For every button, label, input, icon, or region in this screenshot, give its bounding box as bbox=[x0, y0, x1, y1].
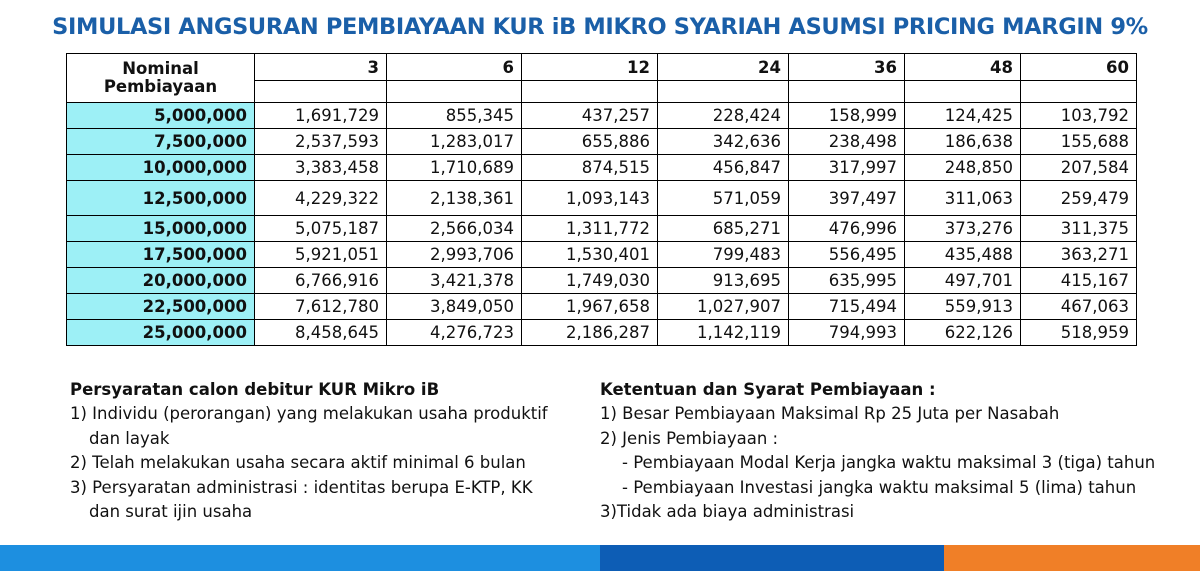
nominal-cell: 22,500,000 bbox=[67, 294, 255, 320]
installment-cell: 4,276,723 bbox=[387, 320, 522, 346]
installment-cell: 186,638 bbox=[905, 129, 1021, 155]
installment-cell: 715,494 bbox=[789, 294, 905, 320]
installment-cell: 2,186,287 bbox=[522, 320, 658, 346]
installment-cell: 518,959 bbox=[1021, 320, 1137, 346]
installment-cell: 342,636 bbox=[658, 129, 789, 155]
tenor-header: 60 bbox=[1021, 54, 1137, 81]
installment-cell: 259,479 bbox=[1021, 181, 1137, 216]
requirement-item: 3) Persyaratan administrasi : identitas berupa E-KTP, KK bbox=[70, 477, 533, 497]
terms-subitem: - Pembiayaan Investasi jangka waktu maksimal 5 (lima) tahun bbox=[622, 477, 1137, 497]
empty-header-cell bbox=[1021, 81, 1137, 103]
nominal-cell: 10,000,000 bbox=[67, 155, 255, 181]
installment-cell: 476,996 bbox=[789, 216, 905, 242]
footer-bar-dark-blue bbox=[600, 545, 944, 571]
installment-cell: 3,849,050 bbox=[387, 294, 522, 320]
tenor-header: 12 bbox=[522, 54, 658, 81]
terms-item: 3)Tidak ada biaya administrasi bbox=[600, 502, 855, 522]
installment-cell: 559,913 bbox=[905, 294, 1021, 320]
installment-cell: 635,995 bbox=[789, 268, 905, 294]
tenor-header: 48 bbox=[905, 54, 1021, 81]
installment-cell: 435,488 bbox=[905, 242, 1021, 268]
installment-cell: 158,999 bbox=[789, 103, 905, 129]
installment-cell: 238,498 bbox=[789, 129, 905, 155]
installment-cell: 311,375 bbox=[1021, 216, 1137, 242]
installment-cell: 103,792 bbox=[1021, 103, 1137, 129]
empty-header-cell bbox=[658, 81, 789, 103]
installment-cell: 317,997 bbox=[789, 155, 905, 181]
debtor-requirements bbox=[70, 378, 590, 524]
installment-cell: 799,483 bbox=[658, 242, 789, 268]
requirement-item-continuation: dan surat ijin usaha bbox=[89, 502, 253, 522]
nominal-cell: 25,000,000 bbox=[67, 320, 255, 346]
footer-bar-orange bbox=[944, 545, 1200, 571]
installment-cell: 622,126 bbox=[905, 320, 1021, 346]
financing-terms-heading: Ketentuan dan Syarat Pembiayaan : bbox=[600, 380, 936, 399]
nominal-cell: 5,000,000 bbox=[67, 103, 255, 129]
installment-cell: 363,271 bbox=[1021, 242, 1137, 268]
empty-header-cell bbox=[789, 81, 905, 103]
nominal-cell: 7,500,000 bbox=[67, 129, 255, 155]
installment-cell: 3,421,378 bbox=[387, 268, 522, 294]
installment-cell: 8,458,645 bbox=[255, 320, 387, 346]
installment-cell: 207,584 bbox=[1021, 155, 1137, 181]
installment-cell: 4,229,322 bbox=[255, 181, 387, 216]
table-row bbox=[67, 103, 1137, 129]
installment-cell: 1,093,143 bbox=[522, 181, 658, 216]
tenor-header: 3 bbox=[255, 54, 387, 81]
installment-cell: 1,530,401 bbox=[522, 242, 658, 268]
table-row bbox=[67, 320, 1137, 346]
installment-cell: 228,424 bbox=[658, 103, 789, 129]
page-title: SIMULASI ANGSURAN PEMBIAYAAN KUR iB MIKRO SYARIAH ASUMSI PRICING MARGIN 9% bbox=[52, 14, 1148, 40]
empty-header-cell bbox=[522, 81, 658, 103]
installment-cell: 248,850 bbox=[905, 155, 1021, 181]
installment-cell: 794,993 bbox=[789, 320, 905, 346]
debtor-requirements-heading: Persyaratan calon debitur KUR Mikro iB bbox=[70, 380, 440, 399]
installment-cell: 571,059 bbox=[658, 181, 789, 216]
installment-cell: 913,695 bbox=[658, 268, 789, 294]
nominal-column-header bbox=[67, 54, 255, 103]
installment-cell: 2,138,361 bbox=[387, 181, 522, 216]
terms-subitem: - Pembiayaan Modal Kerja jangka waktu maksimal 3 (tiga) tahun bbox=[622, 453, 1156, 473]
installment-cell: 1,142,119 bbox=[658, 320, 789, 346]
installment-cell: 655,886 bbox=[522, 129, 658, 155]
installment-cell: 685,271 bbox=[658, 216, 789, 242]
installment-cell: 437,257 bbox=[522, 103, 658, 129]
installment-cell: 124,425 bbox=[905, 103, 1021, 129]
installment-cell: 1,710,689 bbox=[387, 155, 522, 181]
installment-cell: 556,495 bbox=[789, 242, 905, 268]
requirement-item: 2) Telah melakukan usaha secara aktif minimal 6 bulan bbox=[70, 453, 526, 473]
installment-cell: 5,921,051 bbox=[255, 242, 387, 268]
requirement-item: 1) Individu (perorangan) yang melakukan usaha produktif bbox=[70, 404, 548, 424]
installment-cell: 415,167 bbox=[1021, 268, 1137, 294]
installment-cell: 1,967,658 bbox=[522, 294, 658, 320]
installment-cell: 373,276 bbox=[905, 216, 1021, 242]
installment-cell: 2,566,034 bbox=[387, 216, 522, 242]
installment-cell: 874,515 bbox=[522, 155, 658, 181]
installment-cell: 1,311,772 bbox=[522, 216, 658, 242]
tenor-header: 24 bbox=[658, 54, 789, 81]
table-row bbox=[67, 216, 1137, 242]
installment-cell: 467,063 bbox=[1021, 294, 1137, 320]
empty-header-cell bbox=[905, 81, 1021, 103]
table-row bbox=[67, 155, 1137, 181]
installment-cell: 2,537,593 bbox=[255, 129, 387, 155]
installment-cell: 311,063 bbox=[905, 181, 1021, 216]
installment-cell: 3,383,458 bbox=[255, 155, 387, 181]
footer-bar-light-blue bbox=[0, 545, 600, 571]
installment-cell: 5,075,187 bbox=[255, 216, 387, 242]
table-row bbox=[67, 294, 1137, 320]
nominal-header-line2: Pembiayaan bbox=[103, 77, 218, 96]
table-row bbox=[67, 129, 1137, 155]
nominal-cell: 17,500,000 bbox=[67, 242, 255, 268]
installment-cell: 1,027,907 bbox=[658, 294, 789, 320]
empty-header-cell bbox=[387, 81, 522, 103]
nominal-cell: 12,500,000 bbox=[67, 181, 255, 216]
requirement-item-continuation: dan layak bbox=[89, 428, 170, 448]
installment-cell: 1,691,729 bbox=[255, 103, 387, 129]
installment-cell: 456,847 bbox=[658, 155, 789, 181]
terms-item: 2) Jenis Pembiayaan : bbox=[600, 428, 779, 448]
installment-cell: 855,345 bbox=[387, 103, 522, 129]
tenor-header: 6 bbox=[387, 54, 522, 81]
table-row bbox=[67, 242, 1137, 268]
installment-cell: 1,749,030 bbox=[522, 268, 658, 294]
financing-terms bbox=[600, 378, 1190, 524]
installment-cell: 7,612,780 bbox=[255, 294, 387, 320]
installment-cell: 155,688 bbox=[1021, 129, 1137, 155]
installment-cell: 1,283,017 bbox=[387, 129, 522, 155]
table-row bbox=[67, 181, 1137, 216]
empty-header-cell bbox=[255, 81, 387, 103]
installment-table bbox=[66, 53, 1137, 346]
nominal-header-line1: Nominal bbox=[122, 59, 199, 78]
terms-item: 1) Besar Pembiayaan Maksimal Rp 25 Juta per Nasabah bbox=[600, 404, 1060, 424]
tenor-header: 36 bbox=[789, 54, 905, 81]
nominal-cell: 15,000,000 bbox=[67, 216, 255, 242]
table-row bbox=[67, 268, 1137, 294]
installment-cell: 497,701 bbox=[905, 268, 1021, 294]
installment-cell: 2,993,706 bbox=[387, 242, 522, 268]
nominal-cell: 20,000,000 bbox=[67, 268, 255, 294]
installment-cell: 6,766,916 bbox=[255, 268, 387, 294]
installment-cell: 397,497 bbox=[789, 181, 905, 216]
